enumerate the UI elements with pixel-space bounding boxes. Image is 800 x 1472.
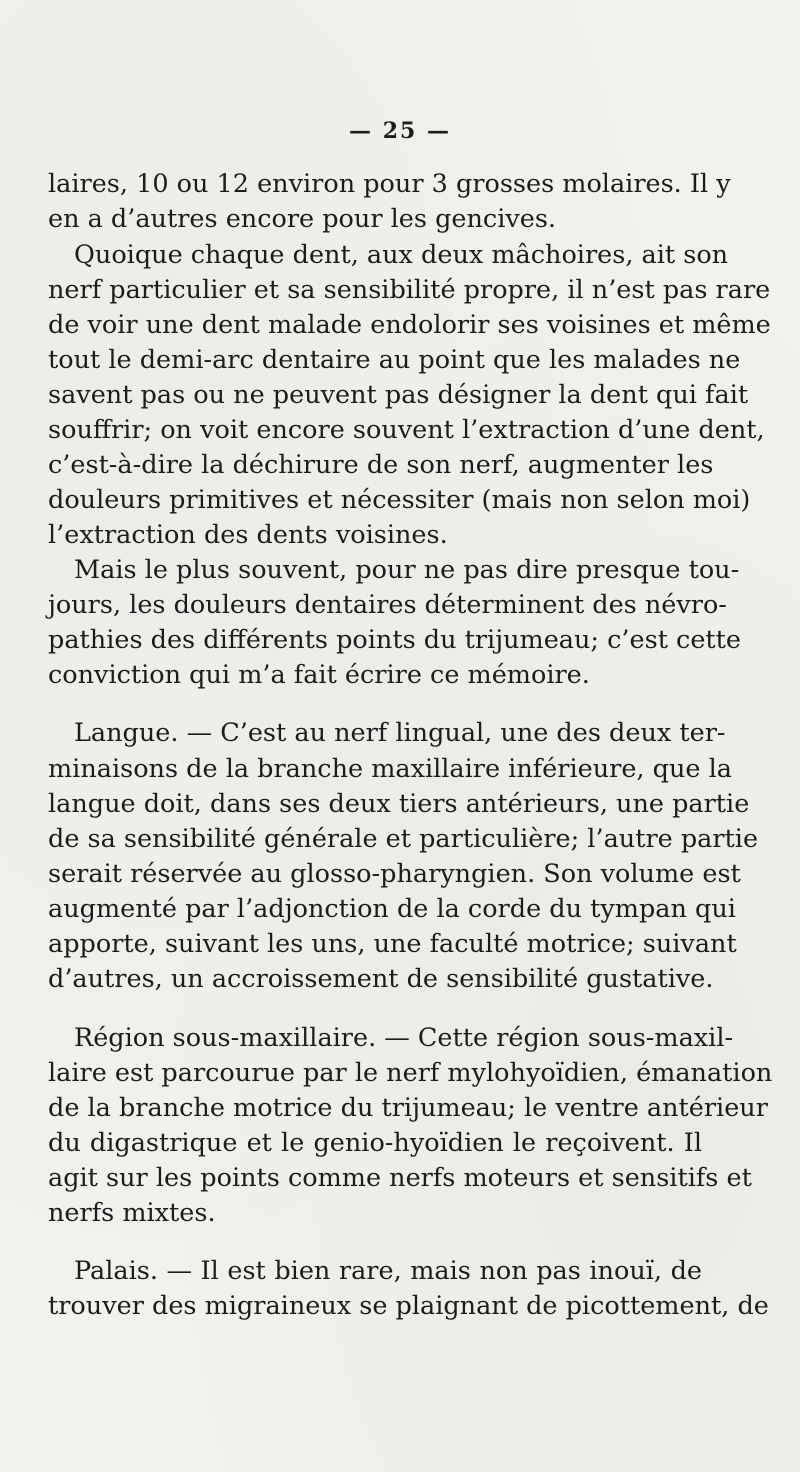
text-line: laire est parcourue par le nerf mylohyoïdien, émanation bbox=[48, 1058, 773, 1088]
text-line: nerfs mixtes. bbox=[48, 1198, 216, 1228]
text-line: Quoique chaque dent, aux deux mâchoires, ait son bbox=[74, 240, 729, 270]
text-line: langue doit, dans ses deux tiers antérieurs, une partie bbox=[48, 789, 750, 819]
text-line: augmenté par l’adjonction de la corde du tympan qui bbox=[48, 894, 736, 924]
text-line: serait réservée au glosso-pharyngien. Son volume est bbox=[48, 859, 741, 889]
text-line: savent pas ou ne peuvent pas désigner la dent qui fait bbox=[48, 380, 749, 410]
text-line: nerf particulier et sa sensibilité propre, il n’est pas rare bbox=[48, 275, 771, 305]
text-line: douleurs primitives et nécessiter (mais non selon moi) bbox=[48, 485, 751, 515]
text-line: pathies des différents points du trijumeau; c’est cette bbox=[48, 625, 742, 655]
text-line: c’est-à-dire la déchirure de son nerf, augmenter les bbox=[48, 450, 714, 480]
text-line: apporte, suivant les uns, une faculté motrice; suivant bbox=[48, 929, 737, 959]
text-line: en a d’autres encore pour les gencives. bbox=[48, 204, 557, 234]
text-line: trouver des migraineux se plaignant de picottement, de bbox=[48, 1291, 769, 1321]
text-line: souffrir; on voit encore souvent l’extraction d’une dent, bbox=[48, 415, 765, 445]
text-line: l’extraction des dents voisines. bbox=[48, 520, 448, 550]
text-line: laires, 10 ou 12 environ pour 3 grosses molaires. Il y bbox=[48, 169, 731, 199]
text-line: minaisons de la branche maxillaire inférieure, que la bbox=[48, 754, 732, 784]
section-palais-line: Palais. — Il est bien rare, mais non pas inouï, de bbox=[74, 1256, 702, 1286]
page-number: — 25 — bbox=[349, 118, 451, 144]
text-line: Mais le plus souvent, pour ne pas dire presque tou- bbox=[74, 555, 740, 585]
text-line: conviction qui m’a fait écrire ce mémoire. bbox=[48, 660, 590, 690]
text-line: du digastrique et le genio-hyoïdien le reçoivent. Il bbox=[48, 1128, 702, 1158]
text-line: tout le demi-arc dentaire au point que les malades ne bbox=[48, 345, 741, 375]
text-line: agit sur les points comme nerfs moteurs et sensitifs et bbox=[48, 1163, 752, 1193]
text-line: de sa sensibilité générale et particulière; l’autre partie bbox=[48, 824, 759, 854]
text-line: d’autres, un accroissement de sensibilité gustative. bbox=[48, 964, 714, 994]
section-region-sous-maxillaire-line: Région sous-maxillaire. — Cette région sous-maxil- bbox=[74, 1023, 734, 1053]
text-line: de voir une dent malade endolorir ses voisines et même bbox=[48, 310, 771, 340]
text-line: jours, les douleurs dentaires déterminent des névro- bbox=[48, 590, 727, 620]
section-langue-line: Langue. — C’est au nerf lingual, une des deux ter- bbox=[74, 718, 726, 748]
text-line: de la branche motrice du trijumeau; le ventre antérieur bbox=[48, 1093, 768, 1123]
